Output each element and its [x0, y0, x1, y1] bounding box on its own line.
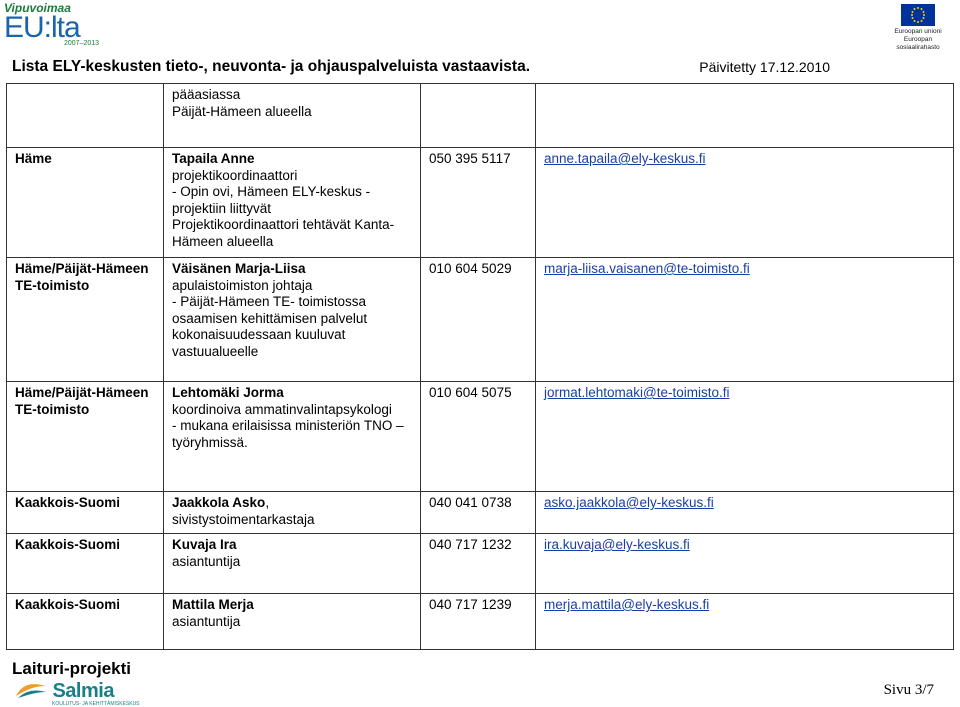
person-detail-line: - mukana erilaisissa ministeriön TNO –	[172, 418, 404, 433]
logo-eu-text: EU:lta	[4, 11, 80, 44]
email-cell	[536, 492, 954, 534]
phone-number: 050 395 5117	[429, 151, 511, 166]
person-detail-line: projektiin liittyvät	[172, 200, 272, 216]
person-detail-line: Päijät-Hämeen alueella	[172, 103, 312, 119]
person-detail-line: pääasiassa	[172, 87, 241, 102]
esf-text: Euroopan sosiaalirahasto	[896, 36, 940, 51]
person-detail-line: kokonaisuudessaan kuuluvat	[172, 327, 346, 342]
person-detail-line: projektikoordinaattori	[172, 167, 298, 183]
person-detail-line: - Opin ovi, Hämeen ELY-keskus -	[172, 184, 371, 199]
eu-flag-logo	[882, 4, 954, 52]
region-line: TE-toimisto	[15, 401, 90, 417]
phone-cell	[421, 492, 536, 534]
table-row	[7, 382, 954, 492]
phone-number: 010 604 5075	[429, 385, 512, 400]
region-cell	[7, 534, 164, 594]
email-link[interactable]: ira.kuvaja@ely-keskus.fi	[544, 537, 690, 552]
email-cell	[536, 84, 954, 148]
person-detail-line: apulaistoimiston johtaja	[172, 277, 313, 293]
person-name: Lehtomäki Jorma	[172, 385, 284, 400]
person-cell	[164, 534, 421, 594]
email-link[interactable]: merja.mattila@ely-keskus.fi	[544, 597, 710, 612]
table-row	[7, 148, 954, 258]
email-cell	[536, 594, 954, 650]
region-line: Häme/Päijät-Hämeen	[15, 261, 149, 276]
project-title: Laituri-projekti	[12, 659, 132, 678]
vipuvoimaa-eu-logo	[4, 2, 124, 48]
salmia-mark-icon	[14, 680, 48, 705]
email-link[interactable]: anne.tapaila@ely-keskus.fi	[544, 151, 706, 166]
person-title-inline: , sivistystoimentarkastaja	[172, 495, 315, 527]
phone-number: 010 604 5029	[429, 261, 512, 276]
phone-number: 040 717 1232	[429, 537, 512, 552]
page-number: Sivu 3/7	[883, 682, 934, 698]
table-row	[7, 84, 954, 148]
updated-date: Päivitetty 17.12.2010	[699, 59, 830, 75]
region-cell	[7, 492, 164, 534]
region-line: Kaakkois-Suomi	[15, 495, 121, 510]
region-line: Häme	[15, 151, 52, 166]
table-row	[7, 534, 954, 594]
region-line: Häme/Päijät-Hämeen	[15, 385, 149, 400]
table-row	[7, 258, 954, 382]
email-cell	[536, 148, 954, 258]
email-link[interactable]: marja-liisa.vaisanen@te-toimisto.fi	[544, 261, 750, 276]
phone-number: 040 717 1239	[429, 597, 512, 612]
region-cell	[7, 84, 164, 148]
salmia-wordmark: Salmia	[52, 680, 114, 702]
page-title: Lista ELY-keskusten tieto-, neuvonta- ja ohjauspalveluista vastaavista.	[12, 58, 531, 75]
region-cell	[7, 382, 164, 492]
email-link[interactable]: asko.jaakkola@ely-keskus.fi	[544, 495, 714, 510]
person-detail-line: asiantuntija	[172, 553, 241, 569]
person-name: Kuvaja Ira	[172, 537, 237, 552]
email-cell	[536, 258, 954, 382]
phone-cell	[421, 594, 536, 650]
region-line: TE-toimisto	[15, 277, 90, 293]
person-name-line	[172, 495, 414, 528]
person-cell	[164, 258, 421, 382]
person-detail-line: - Päijät-Hämeen TE- toimistossa	[172, 294, 367, 309]
person-name-line	[172, 537, 414, 554]
person-detail-line: Projektikoordinaattori tehtävät Kanta-	[172, 217, 395, 232]
table-row	[7, 492, 954, 534]
person-cell	[164, 594, 421, 650]
email-link[interactable]: jormat.lehtomaki@te-toimisto.fi	[544, 385, 730, 400]
person-detail-line: vastuualueelle	[172, 343, 259, 359]
person-name: Jaakkola Asko	[172, 495, 266, 510]
region-cell	[7, 148, 164, 258]
region-cell	[7, 258, 164, 382]
region-line: Kaakkois-Suomi	[15, 537, 121, 552]
person-detail-line: osaamisen kehittämisen palvelut	[172, 310, 368, 326]
person-detail-line: koordinoiva ammatinvalintapsykologi	[172, 401, 392, 417]
person-name: Väisänen Marja-Liisa	[172, 261, 306, 276]
salmia-subtitle: KOULUTUS- JA KEHITTÄMISKESKUS	[52, 701, 140, 707]
table-row	[7, 594, 954, 650]
phone-cell	[421, 258, 536, 382]
person-cell	[164, 84, 421, 148]
person-name: Tapaila Anne	[172, 151, 255, 166]
phone-cell	[421, 534, 536, 594]
eu-flag-icon	[901, 4, 935, 26]
person-name-line	[172, 385, 414, 402]
salmia-logo	[14, 680, 140, 707]
eu-union-text: Euroopan unioni	[894, 28, 942, 35]
person-name-line	[172, 597, 414, 614]
person-name-line	[172, 151, 414, 168]
person-cell	[164, 382, 421, 492]
person-name-line	[172, 261, 414, 278]
logo-vipuvoimaa-text: Vipuvoimaa	[4, 1, 71, 15]
region-cell	[7, 594, 164, 650]
email-cell	[536, 534, 954, 594]
person-cell	[164, 148, 421, 258]
phone-cell	[421, 382, 536, 492]
phone-cell	[421, 148, 536, 258]
logo-years-text: 2007–2013	[64, 40, 100, 47]
phone-cell	[421, 84, 536, 148]
person-detail-line: työryhmissä.	[172, 434, 248, 450]
person-name: Mattila Merja	[172, 597, 254, 612]
region-line: Kaakkois-Suomi	[15, 597, 121, 612]
email-cell	[536, 382, 954, 492]
person-detail-line: Hämeen alueella	[172, 233, 274, 249]
phone-number: 040 041 0738	[429, 495, 512, 510]
person-cell	[164, 492, 421, 534]
contacts-table	[6, 83, 954, 650]
person-detail-line: asiantuntija	[172, 613, 241, 629]
